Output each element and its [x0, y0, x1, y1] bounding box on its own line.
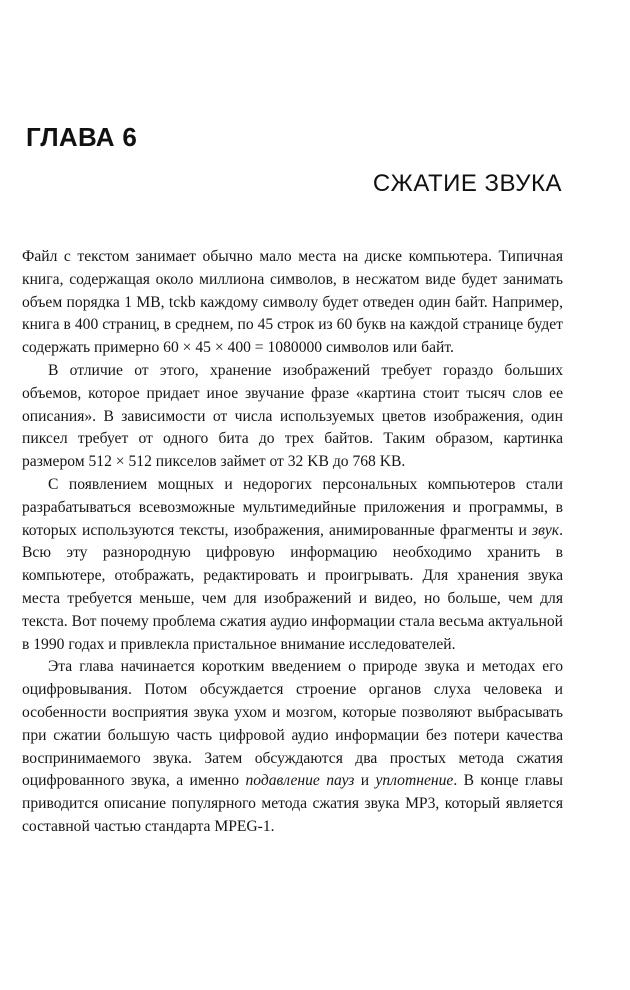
chapter-label: ГЛАВА 6	[26, 122, 138, 152]
paragraph-images	[22, 360, 563, 474]
paragraph-intro	[22, 246, 563, 360]
body-text	[22, 246, 563, 839]
paragraph-text: . В конце главы приводится описание популярного метода сжатия звука MP3, который является составной частью стандарта MPEG-1.	[22, 772, 564, 835]
paragraph-text: и	[354, 772, 376, 790]
paragraph-multimedia	[22, 474, 563, 656]
paragraph-text: С появлением мощных и недорогих персональных компьютеров стали разрабатываться всевозможные мультимедийные приложения и программы, в которых используются тексты, изображения, анимированные фрагменты и	[22, 475, 563, 539]
paragraph-text: Эта глава начинается коротким введением о природе звука и методах его оцифровывания. Потом обсуждается строение органов слуха человека и особенности восприятия звука ухом и мозгом, которые позволяют выбрасывать при сжатии большую часть цифровой аудио информации без потери качества воспринимаемого звука. Затем обсуждаются два простых метода сжатия оцифрованного звука, а именно	[22, 658, 563, 790]
emphasis-companding: уплотнение	[375, 772, 454, 790]
paragraph-text: Файл с текстом занимает обычно мало места на диске компьютера. Типичная книга, содержащая около миллиона символов, в несжатом виде будет занимать объем порядка 1 MB, tckb каждому символу будет отведен один байт. Например, книга в 400 страниц, в среднем, по 45 строк из 60 букв на каждой странице будет содержать примерно 60 × 45 × 400 = 1080000 символов или байт.	[22, 248, 563, 357]
emphasis-silence-suppression: подавление пауз	[245, 772, 355, 790]
emphasis-sound: звук	[532, 521, 560, 539]
paragraph-chapter-overview	[22, 656, 563, 838]
paragraph-text: В отличие от этого, хранение изображений требует гораздо больших объемов, которое придает иное звучание фразе «картина стоит тысяч слов ее описания». В зависимости от числа используемых цветов изображения, один пиксел требует от одного бита до трех байтов. Таким образом, картинка размером 512 × 512 пикселов займет от 32 KB до 768 KB.	[22, 361, 563, 471]
paragraph-text: . Всю эту разнородную цифровую информацию необходимо хранить в компьютере, отображать, редактировать и проигрывать. Для хранения звука места требуется меньше, чем для изображений и видео, но больше, чем для текста. Вот почему проблема сжатия аудио информации стала весьма актуальной в 1990 годах и привлекла пристальное внимание исследователей.	[22, 521, 563, 653]
chapter-title: СЖАТИЕ ЗВУКА	[372, 170, 562, 197]
